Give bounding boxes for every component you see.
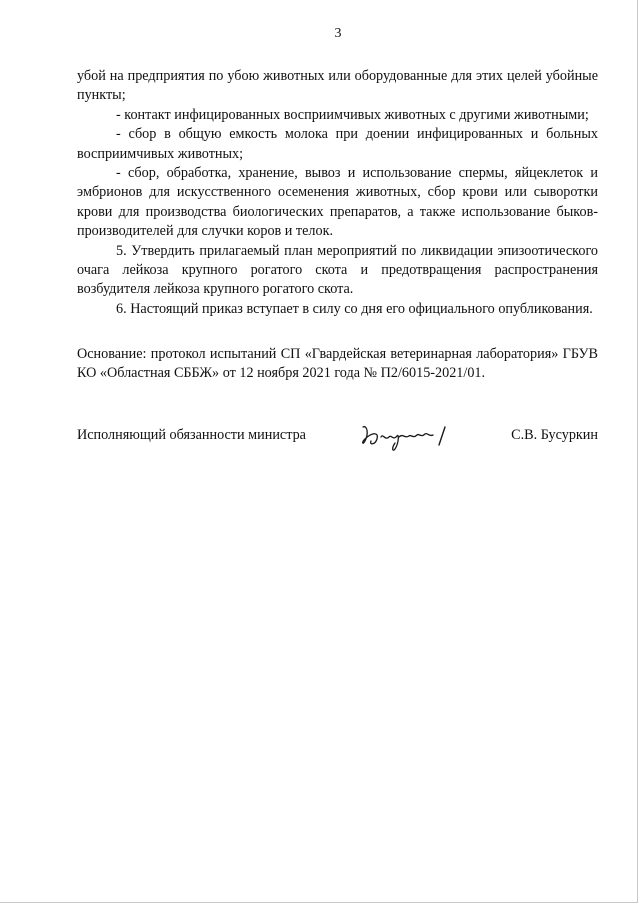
- signatory-name: С.В. Бусуркин: [511, 427, 598, 443]
- paragraph-milk-collection: - сбор в общую емкость молока при доении инфицированных и больных восприимчивых животных;: [77, 126, 598, 162]
- signature-block: [77, 427, 598, 451]
- paragraph-slaughter-continuation: убой на предприятия по убою животных или оборудованные для этих целей убойные пункты;: [77, 68, 598, 104]
- page-number: 3: [334, 26, 342, 41]
- document-body: [77, 67, 598, 319]
- signatory-title: Исполняющий обязанности министра: [77, 427, 306, 443]
- paragraph-item-5: 5. Утвердить прилагаемый план мероприятий по ликвидации эпизоотического очага лейкоза крупного рогатого скота и предотвращения распространения возбудителя лейкоза крупного рогатого скота.: [77, 242, 598, 298]
- paragraph-item-6: 6. Настоящий приказ вступает в силу со дня его официального опубликования.: [116, 300, 593, 317]
- basis-paragraph: Основание: протокол испытаний СП «Гвардейская ветеринарная лаборатория» ГБУВ КО «Областная СББЖ» от 12 ноября 2021 года № П2/6015-2021/01.: [77, 346, 598, 382]
- paragraph-contact: - контакт инфицированных восприимчивых животных с другими животными;: [116, 106, 589, 123]
- paragraph-sperm-and-blood: - сбор, обработка, хранение, вывоз и использование спермы, яйцеклеток и эмбрионов для искусственного осеменения животных, сбор крови или сыворотки крови для производства биологических препаратов, а также использование быков-производителей для случки коров и телок.: [77, 165, 598, 240]
- handwritten-signature: [353, 419, 463, 453]
